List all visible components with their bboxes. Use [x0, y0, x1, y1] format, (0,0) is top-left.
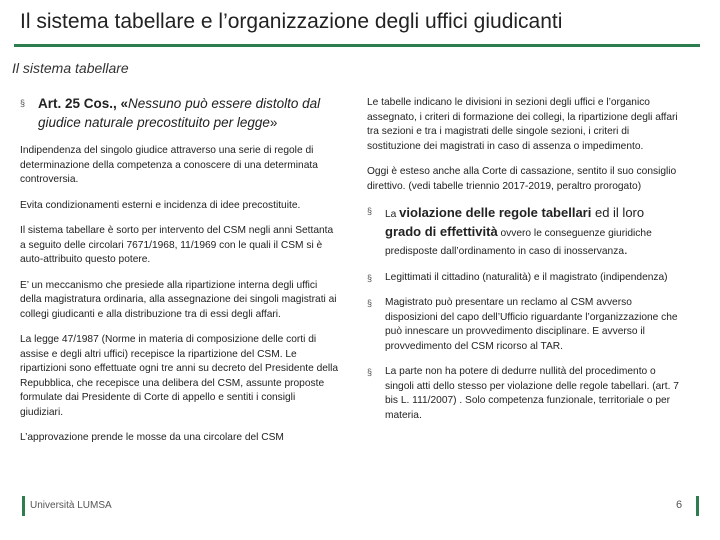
article-quote: Nessuno può essere distolto dal giudice naturale precostituito per legge [38, 96, 321, 130]
article-reference: Art. 25 Cos., « [38, 96, 129, 111]
bullet-marker-icon: § [367, 206, 373, 216]
left-paragraph-2: Evita condizionamenti esterni e incidenza di idee precostituite. [20, 199, 301, 211]
right-bullet-2 [367, 271, 683, 286]
lead-bullet-text [38, 94, 340, 132]
lead-bullet [20, 94, 340, 132]
title-underline [14, 44, 700, 47]
bullet-1-bold-2: grado di effettività [385, 223, 498, 239]
left-paragraph-5: La legge 47/1987 (Norme in materia di composizione delle corti di assise e degli altri uffici) recepisce la ripartizione del CSM. Le ripartizioni sono effettuate ogni tre anni su decreto del Presidente della Repubblica, che recepisce una delibera del CSM, assunte proposte formulate dai Presidente di Corte di appello e sentiti i consigli giudiziari. [20, 334, 339, 418]
left-paragraph-6: L’approvazione prende le mosse da una circolare del CSM [20, 432, 284, 443]
bullet-marker-icon: § [367, 367, 373, 377]
bullet-1-end: . [623, 242, 628, 257]
footer-accent-bar-left [22, 496, 25, 516]
left-paragraph-3: Il sistema tabellare è sorto per intervento del CSM negli anni Settanta a seguito delle circolari 7671/1968, 11/1969 con le quali il CSM si è auto-attribuito questo potere. [20, 225, 334, 265]
bullet-marker-icon: § [367, 298, 373, 308]
bullet-1-bold-1: violazione delle regole tabellari [399, 205, 592, 220]
bullet-1-rest: ovvero le conseguenze giuridiche predisposte dall’ordinamento in caso di inosservanza [385, 227, 652, 257]
right-bullet-4-text: La parte non ha potere di dedurre nullità del procedimento o singoli atti dello stesso per violazione delle regole tabellari. (art. 7 bis L. 111/2007) . Solo competenza funzionale, territoriale o per materia. [385, 366, 679, 421]
right-paragraph-2: Oggi è esteso anche alla Corte di cassazione, sentito il suo consiglio direttivo. (vedi tabelle triennio 2017-2019, peraltro prorogato) [367, 166, 677, 192]
bullet-1-prefix: La [385, 209, 400, 220]
left-paragraph-1: Indipendenza del singolo giudice attraverso una serie di regole di determinazione della competenza a conoscere di una determinata controversia. [20, 145, 318, 185]
article-quote-close: » [269, 115, 278, 130]
footer-university: Università LUMSA [30, 500, 112, 511]
page-title: Il sistema tabellare e l’organizzazione degli uffici giudicanti [20, 10, 563, 33]
right-paragraph-1: Le tabelle indicano le divisioni in sezioni degli uffici e l’organico assegnato, i criteri di formazione dei collegi, la ripartizione degli affari tra sezioni e tra i magistrati delle singole sezioni, i criteri di sostituzione dei magistrati in caso di assenza o impedimento. [367, 97, 678, 152]
right-bullet-1-text [385, 204, 683, 260]
right-column [367, 96, 683, 423]
right-bullet-3 [367, 296, 683, 354]
bullet-marker-icon: § [20, 98, 26, 108]
right-bullet-4 [367, 365, 683, 423]
right-bullet-2-text: Legittimati il cittadino (naturalità) e il magistrato (indipendenza) [385, 271, 668, 283]
right-bullet-3-text: Magistrato può presentare un reclamo al CSM avverso disposizioni del capo dell’Ufficio riguardante l’organizzazione che può innescare un provvedimento disciplinare. E avverso il provvedimento del CSM ricorso al TAR. [385, 297, 678, 352]
left-paragraph-4: E’ un meccanismo che presiede alla ripartizione interna degli uffici della magistratura ordinaria, alla assegnazione dei singoli magistrati ai collegi giudicanti e alla distribuzione tra di essi degli affari. [20, 279, 337, 320]
bullet-marker-icon: § [367, 272, 373, 283]
bullet-1-middle: ed il loro [591, 205, 645, 220]
section-subtitle: Il sistema tabellare [12, 60, 129, 76]
footer-accent-bar-right [696, 496, 699, 516]
page-number: 6 [676, 499, 683, 511]
left-column [20, 94, 340, 446]
right-bullet-1 [367, 204, 683, 260]
